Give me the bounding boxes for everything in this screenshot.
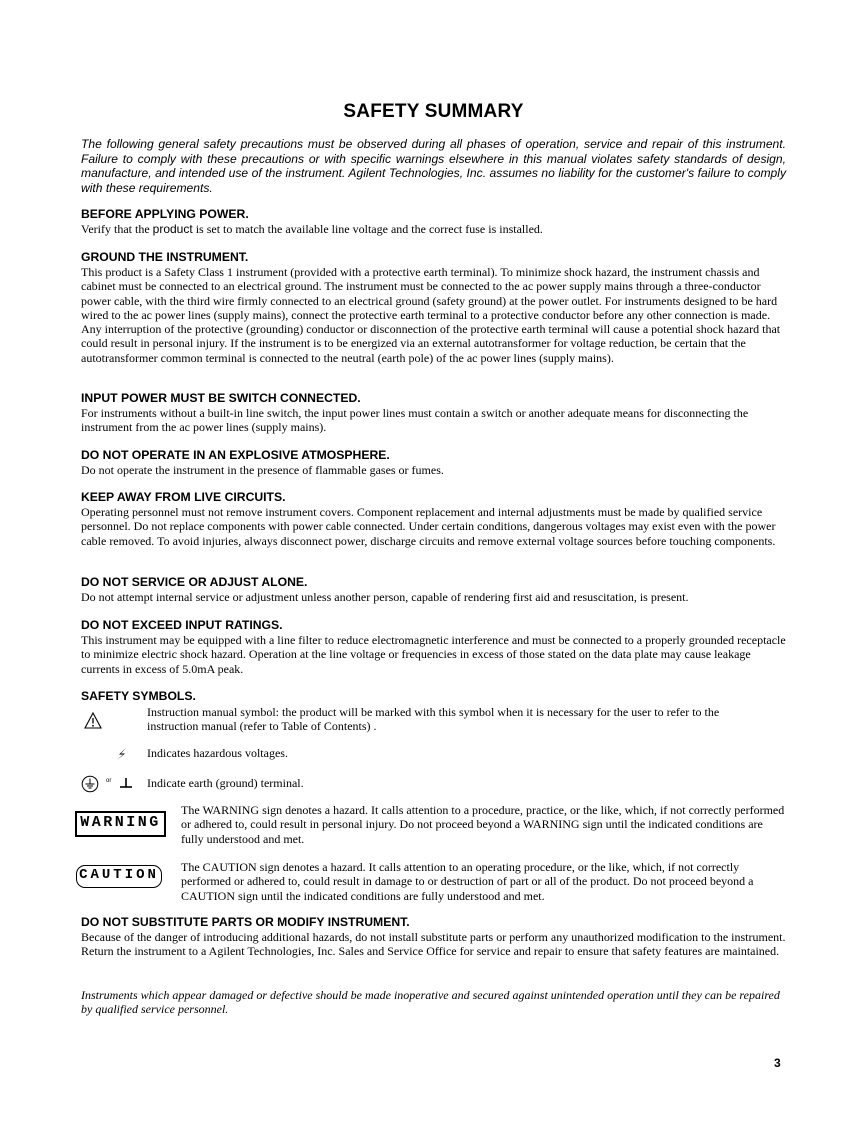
frame-ground-icon [119, 777, 133, 789]
section-live-circuits [81, 490, 786, 548]
section-body-product: product [152, 222, 193, 236]
section-body: This product is a Safety Class 1 instrument (provided with a protective earth terminal). To minimize shock hazard, the instrument chassis and cabinet must be connected to an electrical ground. The instrument must be connected to the ac power supply mains through a three-conductor power cable, with the third wire firmly connected to an electrical ground (safety ground) at the power outlet. For instruments designed to be hard wired to the ac power lines (supply mains), connect the protective earth terminal to a protective conductor before any other connection is made. Any interruption of the protective (grounding) conductor or disconnection of the protective earth terminal will cause a potential shock hazard that could result in personal injury. If the instrument is to be energized via an external autotransformer for voltage reduction, be certain that the autotransformer common terminal is connected to the neutral (earth pole) of the ac power lines (supply mains). [81, 265, 781, 365]
intro-paragraph: The following general safety precautions must be observed during all phases of operation, service and repair of this instrument. Failure to comply with these precautions or with specific warnings elsewhere in this manual violates safety standards of design, manufacture, and intended use of the instrument. Agilent Technologies, Inc. assumes no liability for the customer's failure to comply with these requirements. [81, 137, 786, 195]
section-heading: DO NOT SERVICE OR ADJUST ALONE. [81, 575, 308, 589]
symbol-row-earth [81, 774, 786, 794]
page-number: 3 [774, 1056, 781, 1070]
section-body: For instruments without a built-in line switch, the input power lines must contain a switch or another adequate means for disconnecting the instrument from the ac power lines (supply mains). [81, 406, 749, 435]
section-heading: KEEP AWAY FROM LIVE CIRCUITS. [81, 490, 286, 504]
section-heading: INPUT POWER MUST BE SWITCH CONNECTED. [81, 391, 361, 405]
section-body: Do not operate the instrument in the presence of flammable gases or fumes. [81, 463, 444, 477]
caution-label-box: CAUTION [76, 865, 162, 888]
section-heading: BEFORE APPLYING POWER. [81, 207, 249, 221]
section-substitute-parts [81, 915, 786, 959]
section-heading: SAFETY SYMBOLS. [81, 689, 196, 703]
symbol-hazard-text: Indicates hazardous voltages. [147, 746, 288, 760]
section-ground-instrument [81, 250, 786, 365]
section-input-ratings [81, 618, 786, 676]
or-label: or [106, 778, 112, 784]
section-input-power [81, 391, 786, 435]
section-body-text: is set to match the available line voltage and the correct fuse is installed. [192, 222, 543, 236]
section-heading: DO NOT EXCEED INPUT RATINGS. [81, 618, 283, 632]
warning-description: The WARNING sign denotes a hazard. It calls attention to a procedure, practice, or the like, which, if not correctly performed or adhered to, could result in personal injury. Do not proceed beyond a WARNING sign until the indicated conditions are fully understood and met. [181, 803, 785, 846]
warning-sign-row [81, 803, 786, 849]
symbol-row-hazard [81, 745, 786, 763]
page-title: SAFETY SUMMARY [343, 101, 524, 122]
symbol-earth-text: Indicate earth (ground) terminal. [147, 776, 304, 790]
section-heading: DO NOT SUBSTITUTE PARTS OR MODIFY INSTRUMENT. [81, 915, 410, 929]
closing-note: Instruments which appear damaged or defective should be made inoperative and secured against unintended operation until they can be repaired by qualified service personnel. [81, 988, 780, 1017]
warning-label-box: WARNING [75, 811, 166, 837]
section-body: This instrument may be equipped with a line filter to reduce electromagnetic interference and must be connected to a properly grounded receptacle to minimize electric shock hazard. Operation at the line voltage or frequencies in excess of those stated on the data plate may cause leakage currents in excess of 5.0mA peak. [81, 633, 786, 676]
caution-description: The CAUTION sign denotes a hazard. It calls attention to an operating procedure, or the like, which, if not correctly performed or adhered to, could result in damage to or destruction of part or all of the product. Do not proceed beyond a CAUTION sign until the indicated conditions are fully understood and met. [181, 860, 754, 903]
section-body: Do not attempt internal service or adjustment unless another person, capable of rendering first aid and resuscitation, is present. [81, 590, 689, 604]
symbol-row-manual [81, 704, 786, 738]
section-before-applying-power [81, 207, 786, 236]
section-body: Because of the danger of introducing additional hazards, do not install substitute parts or perform any unauthorized modification to the instrument. Return the instrument to a Agilent Technologies, Inc. Sales and Service Office for service and repair to ensure that safety features are maintained. [81, 930, 786, 959]
section-safety-symbols [81, 689, 786, 704]
protective-earth-icon [81, 775, 99, 793]
warning-triangle-icon [84, 712, 102, 729]
section-heading: DO NOT OPERATE IN AN EXPLOSIVE ATMOSPHERE. [81, 448, 390, 462]
section-body [81, 222, 786, 236]
symbol-manual-text: Instruction manual symbol: the product will be marked with this symbol when it is necessary for the user to refer to the instruction manual (refer to Table of Contents) . [147, 705, 720, 734]
section-body: Operating personnel must not remove instrument covers. Component replacement and internal adjustments must be made by qualified service personnel. Do not replace components with power cable connected. Under certain conditions, dangerous voltages may exist even with the power cable removed. To avoid injuries, always disconnect power, discharge circuits and remove external voltage sources before touching components. [81, 505, 776, 548]
section-body-text: Verify that the [81, 222, 153, 236]
section-heading: GROUND THE INSTRUMENT. [81, 250, 249, 264]
section-explosive-atmosphere [81, 448, 786, 477]
lightning-bolt-icon [115, 747, 129, 761]
section-service-alone [81, 575, 786, 604]
caution-sign-row [81, 860, 786, 906]
